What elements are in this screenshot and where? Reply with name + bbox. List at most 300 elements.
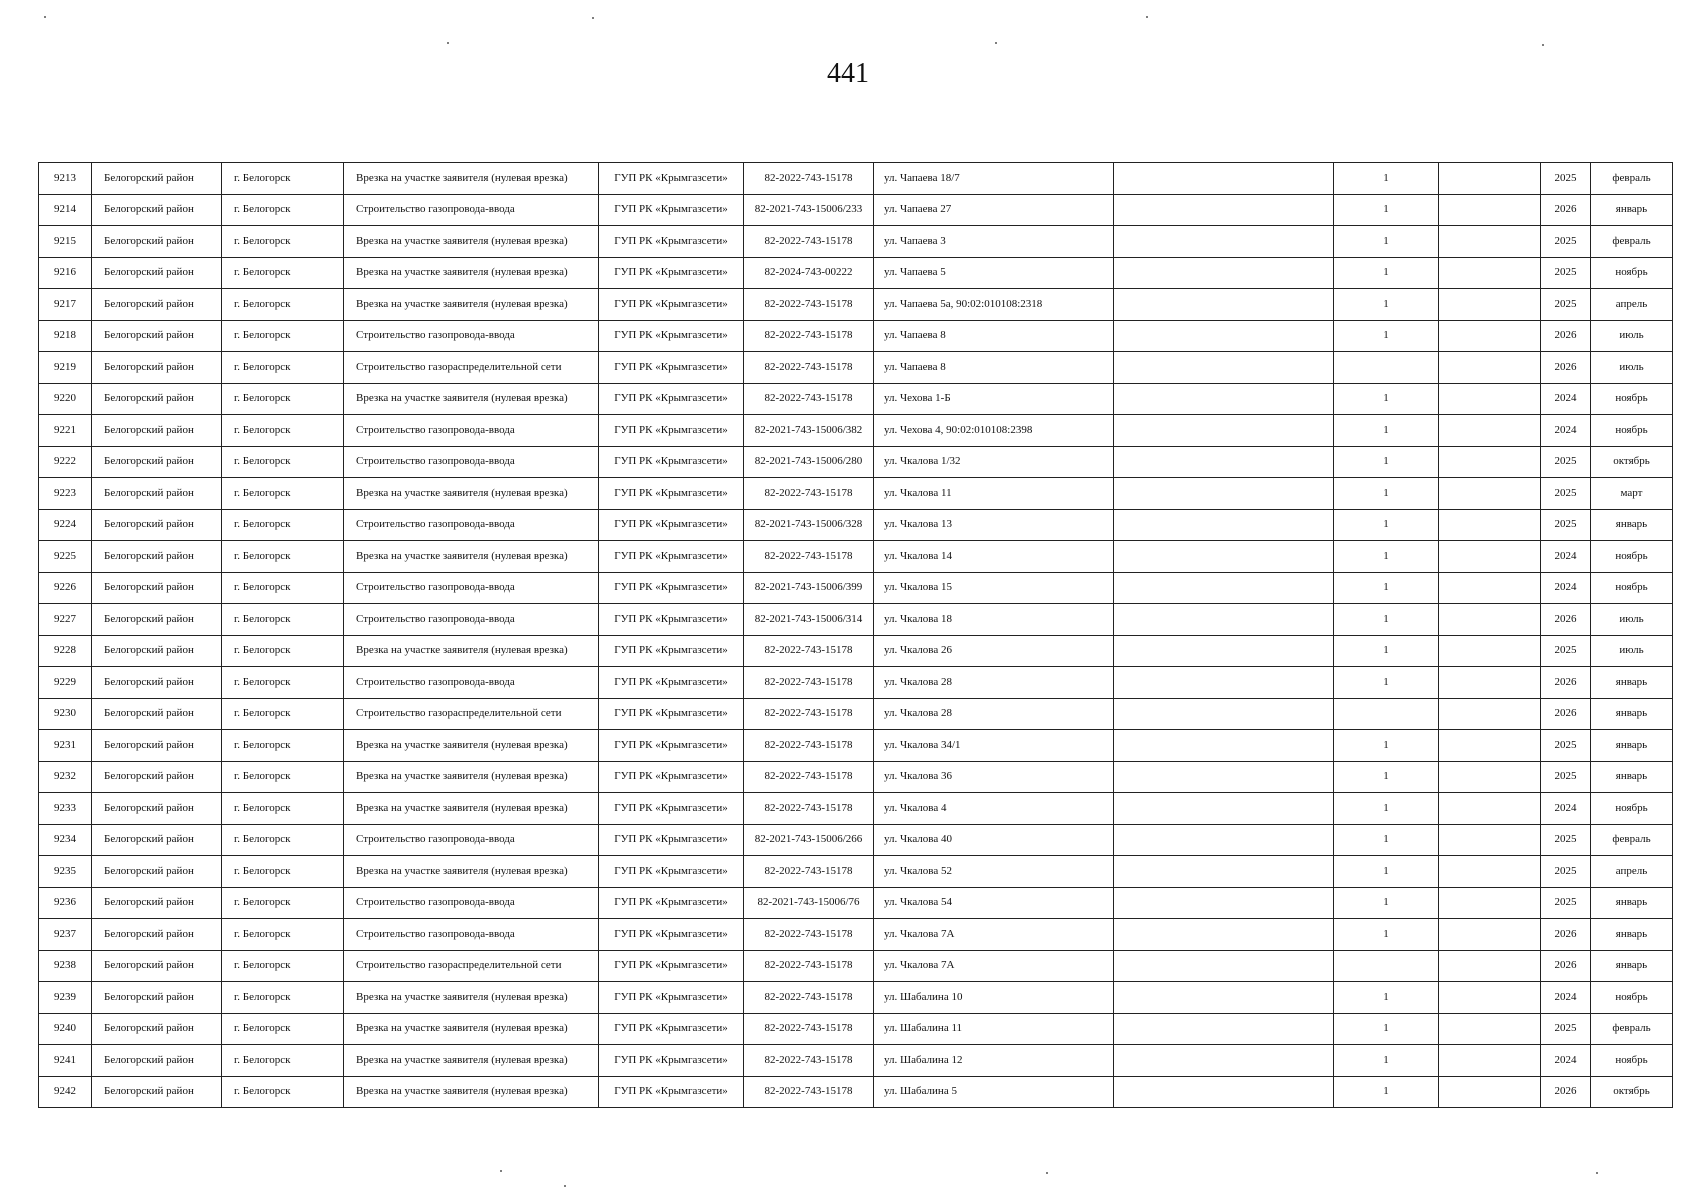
district-cell: Белогорский район — [92, 887, 222, 919]
work-type-cell: Строительство газораспределительной сети — [344, 698, 599, 730]
empty-cell — [1439, 1013, 1541, 1045]
code-cell: 82-2022-743-15178 — [744, 541, 874, 573]
code-cell: 82-2022-743-15178 — [744, 1013, 874, 1045]
quantity-cell: 1 — [1334, 982, 1439, 1014]
table-row — [39, 478, 1673, 510]
table-row — [39, 730, 1673, 762]
city-cell: г. Белогорск — [222, 982, 344, 1014]
address-cell: ул. Чапаева 27 — [874, 194, 1114, 226]
year-cell: 2025 — [1541, 446, 1591, 478]
month-cell: ноябрь — [1591, 572, 1673, 604]
work-type-cell: Врезка на участке заявителя (нулевая врезка) — [344, 761, 599, 793]
empty-cell — [1114, 572, 1334, 604]
address-cell: ул. Чкалова 54 — [874, 887, 1114, 919]
code-cell: 82-2022-743-15178 — [744, 163, 874, 195]
work-type-cell: Врезка на участке заявителя (нулевая врезка) — [344, 856, 599, 888]
empty-cell — [1439, 289, 1541, 321]
row-number: 9227 — [39, 604, 92, 636]
empty-cell — [1439, 572, 1541, 604]
organization-cell: ГУП РК «Крымгазсети» — [599, 887, 744, 919]
month-cell: февраль — [1591, 824, 1673, 856]
year-cell: 2026 — [1541, 950, 1591, 982]
empty-cell — [1439, 509, 1541, 541]
organization-cell: ГУП РК «Крымгазсети» — [599, 289, 744, 321]
quantity-cell: 1 — [1334, 541, 1439, 573]
table-row — [39, 446, 1673, 478]
month-cell: январь — [1591, 730, 1673, 762]
empty-cell — [1114, 919, 1334, 951]
row-number: 9231 — [39, 730, 92, 762]
row-number: 9225 — [39, 541, 92, 573]
year-cell: 2024 — [1541, 415, 1591, 447]
empty-cell — [1439, 541, 1541, 573]
table-row — [39, 793, 1673, 825]
work-type-cell: Строительство газопровода-ввода — [344, 824, 599, 856]
month-cell: февраль — [1591, 163, 1673, 195]
row-number: 9223 — [39, 478, 92, 510]
row-number: 9236 — [39, 887, 92, 919]
table-row — [39, 824, 1673, 856]
city-cell: г. Белогорск — [222, 257, 344, 289]
empty-cell — [1114, 352, 1334, 384]
district-cell: Белогорский район — [92, 194, 222, 226]
address-cell: ул. Чапаева 8 — [874, 320, 1114, 352]
work-type-cell: Строительство газопровода-ввода — [344, 572, 599, 604]
code-cell: 82-2022-743-15178 — [744, 289, 874, 321]
address-cell: ул. Чкалова 40 — [874, 824, 1114, 856]
organization-cell: ГУП РК «Крымгазсети» — [599, 761, 744, 793]
row-number: 9219 — [39, 352, 92, 384]
empty-cell — [1439, 446, 1541, 478]
month-cell: январь — [1591, 194, 1673, 226]
address-cell: ул. Шабалина 12 — [874, 1045, 1114, 1077]
year-cell: 2025 — [1541, 226, 1591, 258]
quantity-cell: 1 — [1334, 509, 1439, 541]
month-cell: март — [1591, 478, 1673, 510]
organization-cell: ГУП РК «Крымгазсети» — [599, 446, 744, 478]
organization-cell: ГУП РК «Крымгазсети» — [599, 604, 744, 636]
table-row — [39, 950, 1673, 982]
organization-cell: ГУП РК «Крымгазсети» — [599, 163, 744, 195]
organization-cell: ГУП РК «Крымгазсети» — [599, 982, 744, 1014]
empty-cell — [1439, 415, 1541, 447]
month-cell: апрель — [1591, 856, 1673, 888]
empty-cell — [1439, 1076, 1541, 1108]
quantity-cell: 1 — [1334, 415, 1439, 447]
year-cell: 2026 — [1541, 352, 1591, 384]
row-number: 9224 — [39, 509, 92, 541]
code-cell: 82-2021-743-15006/314 — [744, 604, 874, 636]
district-cell: Белогорский район — [92, 793, 222, 825]
table-row — [39, 163, 1673, 195]
organization-cell: ГУП РК «Крымгазсети» — [599, 635, 744, 667]
table-body — [39, 163, 1673, 1108]
work-type-cell: Строительство газопровода-ввода — [344, 194, 599, 226]
empty-cell — [1439, 698, 1541, 730]
code-cell: 82-2022-743-15178 — [744, 698, 874, 730]
empty-cell — [1114, 478, 1334, 510]
table-row — [39, 982, 1673, 1014]
organization-cell: ГУП РК «Крымгазсети» — [599, 1013, 744, 1045]
year-cell: 2024 — [1541, 541, 1591, 573]
code-cell: 82-2021-743-15006/266 — [744, 824, 874, 856]
quantity-cell: 1 — [1334, 761, 1439, 793]
year-cell: 2025 — [1541, 730, 1591, 762]
year-cell: 2026 — [1541, 919, 1591, 951]
quantity-cell: 1 — [1334, 226, 1439, 258]
district-cell: Белогорский район — [92, 446, 222, 478]
work-type-cell: Врезка на участке заявителя (нулевая врезка) — [344, 478, 599, 510]
empty-cell — [1439, 919, 1541, 951]
empty-cell — [1439, 226, 1541, 258]
city-cell: г. Белогорск — [222, 1045, 344, 1077]
empty-cell — [1114, 194, 1334, 226]
code-cell: 82-2021-743-15006/280 — [744, 446, 874, 478]
city-cell: г. Белогорск — [222, 446, 344, 478]
district-cell: Белогорский район — [92, 163, 222, 195]
address-cell: ул. Чкалова 28 — [874, 667, 1114, 699]
year-cell: 2024 — [1541, 383, 1591, 415]
code-cell: 82-2021-743-15006/399 — [744, 572, 874, 604]
quantity-cell: 1 — [1334, 1076, 1439, 1108]
row-number: 9229 — [39, 667, 92, 699]
row-number: 9221 — [39, 415, 92, 447]
code-cell: 82-2022-743-15178 — [744, 982, 874, 1014]
row-number: 9226 — [39, 572, 92, 604]
quantity-cell: 1 — [1334, 572, 1439, 604]
work-type-cell: Строительство газопровода-ввода — [344, 604, 599, 636]
city-cell: г. Белогорск — [222, 320, 344, 352]
organization-cell: ГУП РК «Крымгазсети» — [599, 226, 744, 258]
code-cell: 82-2022-743-15178 — [744, 635, 874, 667]
month-cell: июль — [1591, 352, 1673, 384]
organization-cell: ГУП РК «Крымгазсети» — [599, 667, 744, 699]
row-number: 9240 — [39, 1013, 92, 1045]
address-cell: ул. Чкалова 4 — [874, 793, 1114, 825]
month-cell: январь — [1591, 919, 1673, 951]
table-row — [39, 509, 1673, 541]
table-row — [39, 635, 1673, 667]
address-cell: ул. Чкалова 7А — [874, 919, 1114, 951]
empty-cell — [1114, 824, 1334, 856]
address-cell: ул. Чкалова 14 — [874, 541, 1114, 573]
empty-cell — [1114, 856, 1334, 888]
page-number: 441 — [827, 58, 869, 89]
organization-cell: ГУП РК «Крымгазсети» — [599, 730, 744, 762]
code-cell: 82-2021-743-15006/76 — [744, 887, 874, 919]
year-cell: 2024 — [1541, 572, 1591, 604]
empty-cell — [1114, 761, 1334, 793]
table-row — [39, 415, 1673, 447]
year-cell: 2025 — [1541, 478, 1591, 510]
address-cell: ул. Чапаева 5а, 90:02:010108:2318 — [874, 289, 1114, 321]
month-cell: январь — [1591, 761, 1673, 793]
year-cell: 2026 — [1541, 698, 1591, 730]
work-type-cell: Врезка на участке заявителя (нулевая врезка) — [344, 383, 599, 415]
city-cell: г. Белогорск — [222, 824, 344, 856]
city-cell: г. Белогорск — [222, 950, 344, 982]
row-number: 9242 — [39, 1076, 92, 1108]
table-row — [39, 572, 1673, 604]
city-cell: г. Белогорск — [222, 856, 344, 888]
row-number: 9239 — [39, 982, 92, 1014]
code-cell: 82-2024-743-00222 — [744, 257, 874, 289]
year-cell: 2026 — [1541, 604, 1591, 636]
table-row — [39, 667, 1673, 699]
district-cell: Белогорский район — [92, 982, 222, 1014]
empty-cell — [1114, 541, 1334, 573]
organization-cell: ГУП РК «Крымгазсети» — [599, 1076, 744, 1108]
empty-cell — [1439, 383, 1541, 415]
quantity-cell: 1 — [1334, 1013, 1439, 1045]
row-number: 9233 — [39, 793, 92, 825]
address-cell: ул. Чехова 4, 90:02:010108:2398 — [874, 415, 1114, 447]
empty-cell — [1439, 163, 1541, 195]
quantity-cell: 1 — [1334, 289, 1439, 321]
table-row — [39, 1045, 1673, 1077]
address-cell: ул. Шабалина 10 — [874, 982, 1114, 1014]
city-cell: г. Белогорск — [222, 887, 344, 919]
organization-cell: ГУП РК «Крымгазсети» — [599, 950, 744, 982]
district-cell: Белогорский район — [92, 950, 222, 982]
year-cell: 2025 — [1541, 824, 1591, 856]
address-cell: ул. Чехова 1-Б — [874, 383, 1114, 415]
month-cell: ноябрь — [1591, 383, 1673, 415]
city-cell: г. Белогорск — [222, 194, 344, 226]
empty-cell — [1114, 320, 1334, 352]
month-cell: январь — [1591, 667, 1673, 699]
empty-cell — [1114, 604, 1334, 636]
organization-cell: ГУП РК «Крымгазсети» — [599, 1045, 744, 1077]
empty-cell — [1439, 761, 1541, 793]
year-cell: 2025 — [1541, 887, 1591, 919]
organization-cell: ГУП РК «Крымгазсети» — [599, 541, 744, 573]
month-cell: январь — [1591, 509, 1673, 541]
row-number: 9215 — [39, 226, 92, 258]
quantity-cell — [1334, 352, 1439, 384]
organization-cell: ГУП РК «Крымгазсети» — [599, 194, 744, 226]
empty-cell — [1114, 446, 1334, 478]
table-row — [39, 761, 1673, 793]
work-type-cell: Врезка на участке заявителя (нулевая врезка) — [344, 1013, 599, 1045]
address-cell: ул. Чапаева 18/7 — [874, 163, 1114, 195]
work-type-cell: Врезка на участке заявителя (нулевая врезка) — [344, 226, 599, 258]
address-cell: ул. Чапаева 3 — [874, 226, 1114, 258]
city-cell: г. Белогорск — [222, 730, 344, 762]
district-cell: Белогорский район — [92, 667, 222, 699]
month-cell: ноябрь — [1591, 541, 1673, 573]
empty-cell — [1439, 793, 1541, 825]
empty-cell — [1114, 383, 1334, 415]
empty-cell — [1439, 320, 1541, 352]
empty-cell — [1114, 1045, 1334, 1077]
quantity-cell: 1 — [1334, 320, 1439, 352]
quantity-cell: 1 — [1334, 383, 1439, 415]
quantity-cell: 1 — [1334, 194, 1439, 226]
empty-cell — [1114, 698, 1334, 730]
quantity-cell: 1 — [1334, 730, 1439, 762]
work-type-cell: Строительство газопровода-ввода — [344, 415, 599, 447]
city-cell: г. Белогорск — [222, 509, 344, 541]
city-cell: г. Белогорск — [222, 572, 344, 604]
city-cell: г. Белогорск — [222, 698, 344, 730]
work-type-cell: Врезка на участке заявителя (нулевая врезка) — [344, 541, 599, 573]
empty-cell — [1114, 793, 1334, 825]
month-cell: июль — [1591, 635, 1673, 667]
code-cell: 82-2022-743-15178 — [744, 1076, 874, 1108]
register-table-wrap — [38, 162, 1672, 1108]
code-cell: 82-2021-743-15006/233 — [744, 194, 874, 226]
work-type-cell: Врезка на участке заявителя (нулевая врезка) — [344, 1076, 599, 1108]
row-number: 9232 — [39, 761, 92, 793]
empty-cell — [1439, 257, 1541, 289]
empty-cell — [1114, 289, 1334, 321]
year-cell: 2025 — [1541, 257, 1591, 289]
year-cell: 2024 — [1541, 793, 1591, 825]
district-cell: Белогорский район — [92, 1013, 222, 1045]
empty-cell — [1439, 730, 1541, 762]
empty-cell — [1439, 352, 1541, 384]
work-type-cell: Строительство газопровода-ввода — [344, 667, 599, 699]
quantity-cell: 1 — [1334, 604, 1439, 636]
year-cell: 2024 — [1541, 982, 1591, 1014]
organization-cell: ГУП РК «Крымгазсети» — [599, 478, 744, 510]
district-cell: Белогорский район — [92, 383, 222, 415]
month-cell: ноябрь — [1591, 415, 1673, 447]
code-cell: 82-2022-743-15178 — [744, 950, 874, 982]
empty-cell — [1114, 950, 1334, 982]
month-cell: январь — [1591, 887, 1673, 919]
quantity-cell: 1 — [1334, 478, 1439, 510]
month-cell: июль — [1591, 604, 1673, 636]
empty-cell — [1114, 887, 1334, 919]
district-cell: Белогорский район — [92, 226, 222, 258]
table-row — [39, 320, 1673, 352]
city-cell: г. Белогорск — [222, 1013, 344, 1045]
empty-cell — [1114, 1013, 1334, 1045]
year-cell: 2026 — [1541, 320, 1591, 352]
work-type-cell: Строительство газопровода-ввода — [344, 919, 599, 951]
organization-cell: ГУП РК «Крымгазсети» — [599, 793, 744, 825]
work-type-cell: Строительство газораспределительной сети — [344, 352, 599, 384]
month-cell: октябрь — [1591, 446, 1673, 478]
district-cell: Белогорский район — [92, 730, 222, 762]
district-cell: Белогорский район — [92, 604, 222, 636]
organization-cell: ГУП РК «Крымгазсети» — [599, 415, 744, 447]
organization-cell: ГУП РК «Крымгазсети» — [599, 698, 744, 730]
city-cell: г. Белогорск — [222, 635, 344, 667]
district-cell: Белогорский район — [92, 635, 222, 667]
month-cell: ноябрь — [1591, 793, 1673, 825]
district-cell: Белогорский район — [92, 856, 222, 888]
code-cell: 82-2022-743-15178 — [744, 383, 874, 415]
work-type-cell: Врезка на участке заявителя (нулевая врезка) — [344, 1045, 599, 1077]
address-cell: ул. Шабалина 5 — [874, 1076, 1114, 1108]
organization-cell: ГУП РК «Крымгазсети» — [599, 257, 744, 289]
year-cell: 2025 — [1541, 1013, 1591, 1045]
empty-cell — [1439, 635, 1541, 667]
year-cell: 2025 — [1541, 761, 1591, 793]
district-cell: Белогорский район — [92, 415, 222, 447]
month-cell: январь — [1591, 698, 1673, 730]
code-cell: 82-2022-743-15178 — [744, 1045, 874, 1077]
row-number: 9238 — [39, 950, 92, 982]
code-cell: 82-2022-743-15178 — [744, 919, 874, 951]
organization-cell: ГУП РК «Крымгазсети» — [599, 919, 744, 951]
work-type-cell: Врезка на участке заявителя (нулевая врезка) — [344, 982, 599, 1014]
register-table — [38, 162, 1673, 1108]
district-cell: Белогорский район — [92, 478, 222, 510]
month-cell: ноябрь — [1591, 1045, 1673, 1077]
empty-cell — [1439, 667, 1541, 699]
row-number: 9217 — [39, 289, 92, 321]
month-cell: ноябрь — [1591, 982, 1673, 1014]
row-number: 9235 — [39, 856, 92, 888]
code-cell: 82-2021-743-15006/328 — [744, 509, 874, 541]
quantity-cell — [1334, 698, 1439, 730]
organization-cell: ГУП РК «Крымгазсети» — [599, 856, 744, 888]
code-cell: 82-2022-743-15178 — [744, 667, 874, 699]
row-number: 9218 — [39, 320, 92, 352]
row-number: 9237 — [39, 919, 92, 951]
code-cell: 82-2022-743-15178 — [744, 352, 874, 384]
table-row — [39, 226, 1673, 258]
address-cell: ул. Чкалова 34/1 — [874, 730, 1114, 762]
table-row — [39, 383, 1673, 415]
empty-cell — [1439, 604, 1541, 636]
table-row — [39, 352, 1673, 384]
city-cell: г. Белогорск — [222, 478, 344, 510]
empty-cell — [1114, 667, 1334, 699]
city-cell: г. Белогорск — [222, 1076, 344, 1108]
empty-cell — [1114, 226, 1334, 258]
table-row — [39, 1076, 1673, 1108]
table-row — [39, 1013, 1673, 1045]
empty-cell — [1439, 982, 1541, 1014]
month-cell: февраль — [1591, 1013, 1673, 1045]
empty-cell — [1439, 856, 1541, 888]
address-cell: ул. Чкалова 18 — [874, 604, 1114, 636]
table-row — [39, 887, 1673, 919]
city-cell: г. Белогорск — [222, 761, 344, 793]
year-cell: 2025 — [1541, 635, 1591, 667]
district-cell: Белогорский район — [92, 761, 222, 793]
row-number: 9214 — [39, 194, 92, 226]
quantity-cell: 1 — [1334, 856, 1439, 888]
address-cell: ул. Чкалова 7А — [874, 950, 1114, 982]
table-row — [39, 541, 1673, 573]
work-type-cell: Врезка на участке заявителя (нулевая врезка) — [344, 793, 599, 825]
work-type-cell: Строительство газопровода-ввода — [344, 887, 599, 919]
empty-cell — [1114, 730, 1334, 762]
month-cell: апрель — [1591, 289, 1673, 321]
quantity-cell: 1 — [1334, 446, 1439, 478]
district-cell: Белогорский район — [92, 1045, 222, 1077]
empty-cell — [1114, 257, 1334, 289]
city-cell: г. Белогорск — [222, 226, 344, 258]
row-number: 9220 — [39, 383, 92, 415]
empty-cell — [1439, 824, 1541, 856]
row-number: 9230 — [39, 698, 92, 730]
organization-cell: ГУП РК «Крымгазсети» — [599, 383, 744, 415]
code-cell: 82-2022-743-15178 — [744, 793, 874, 825]
code-cell: 82-2022-743-15178 — [744, 478, 874, 510]
work-type-cell: Строительство газопровода-ввода — [344, 509, 599, 541]
code-cell: 82-2022-743-15178 — [744, 320, 874, 352]
table-row — [39, 604, 1673, 636]
month-cell: ноябрь — [1591, 257, 1673, 289]
empty-cell — [1114, 1076, 1334, 1108]
